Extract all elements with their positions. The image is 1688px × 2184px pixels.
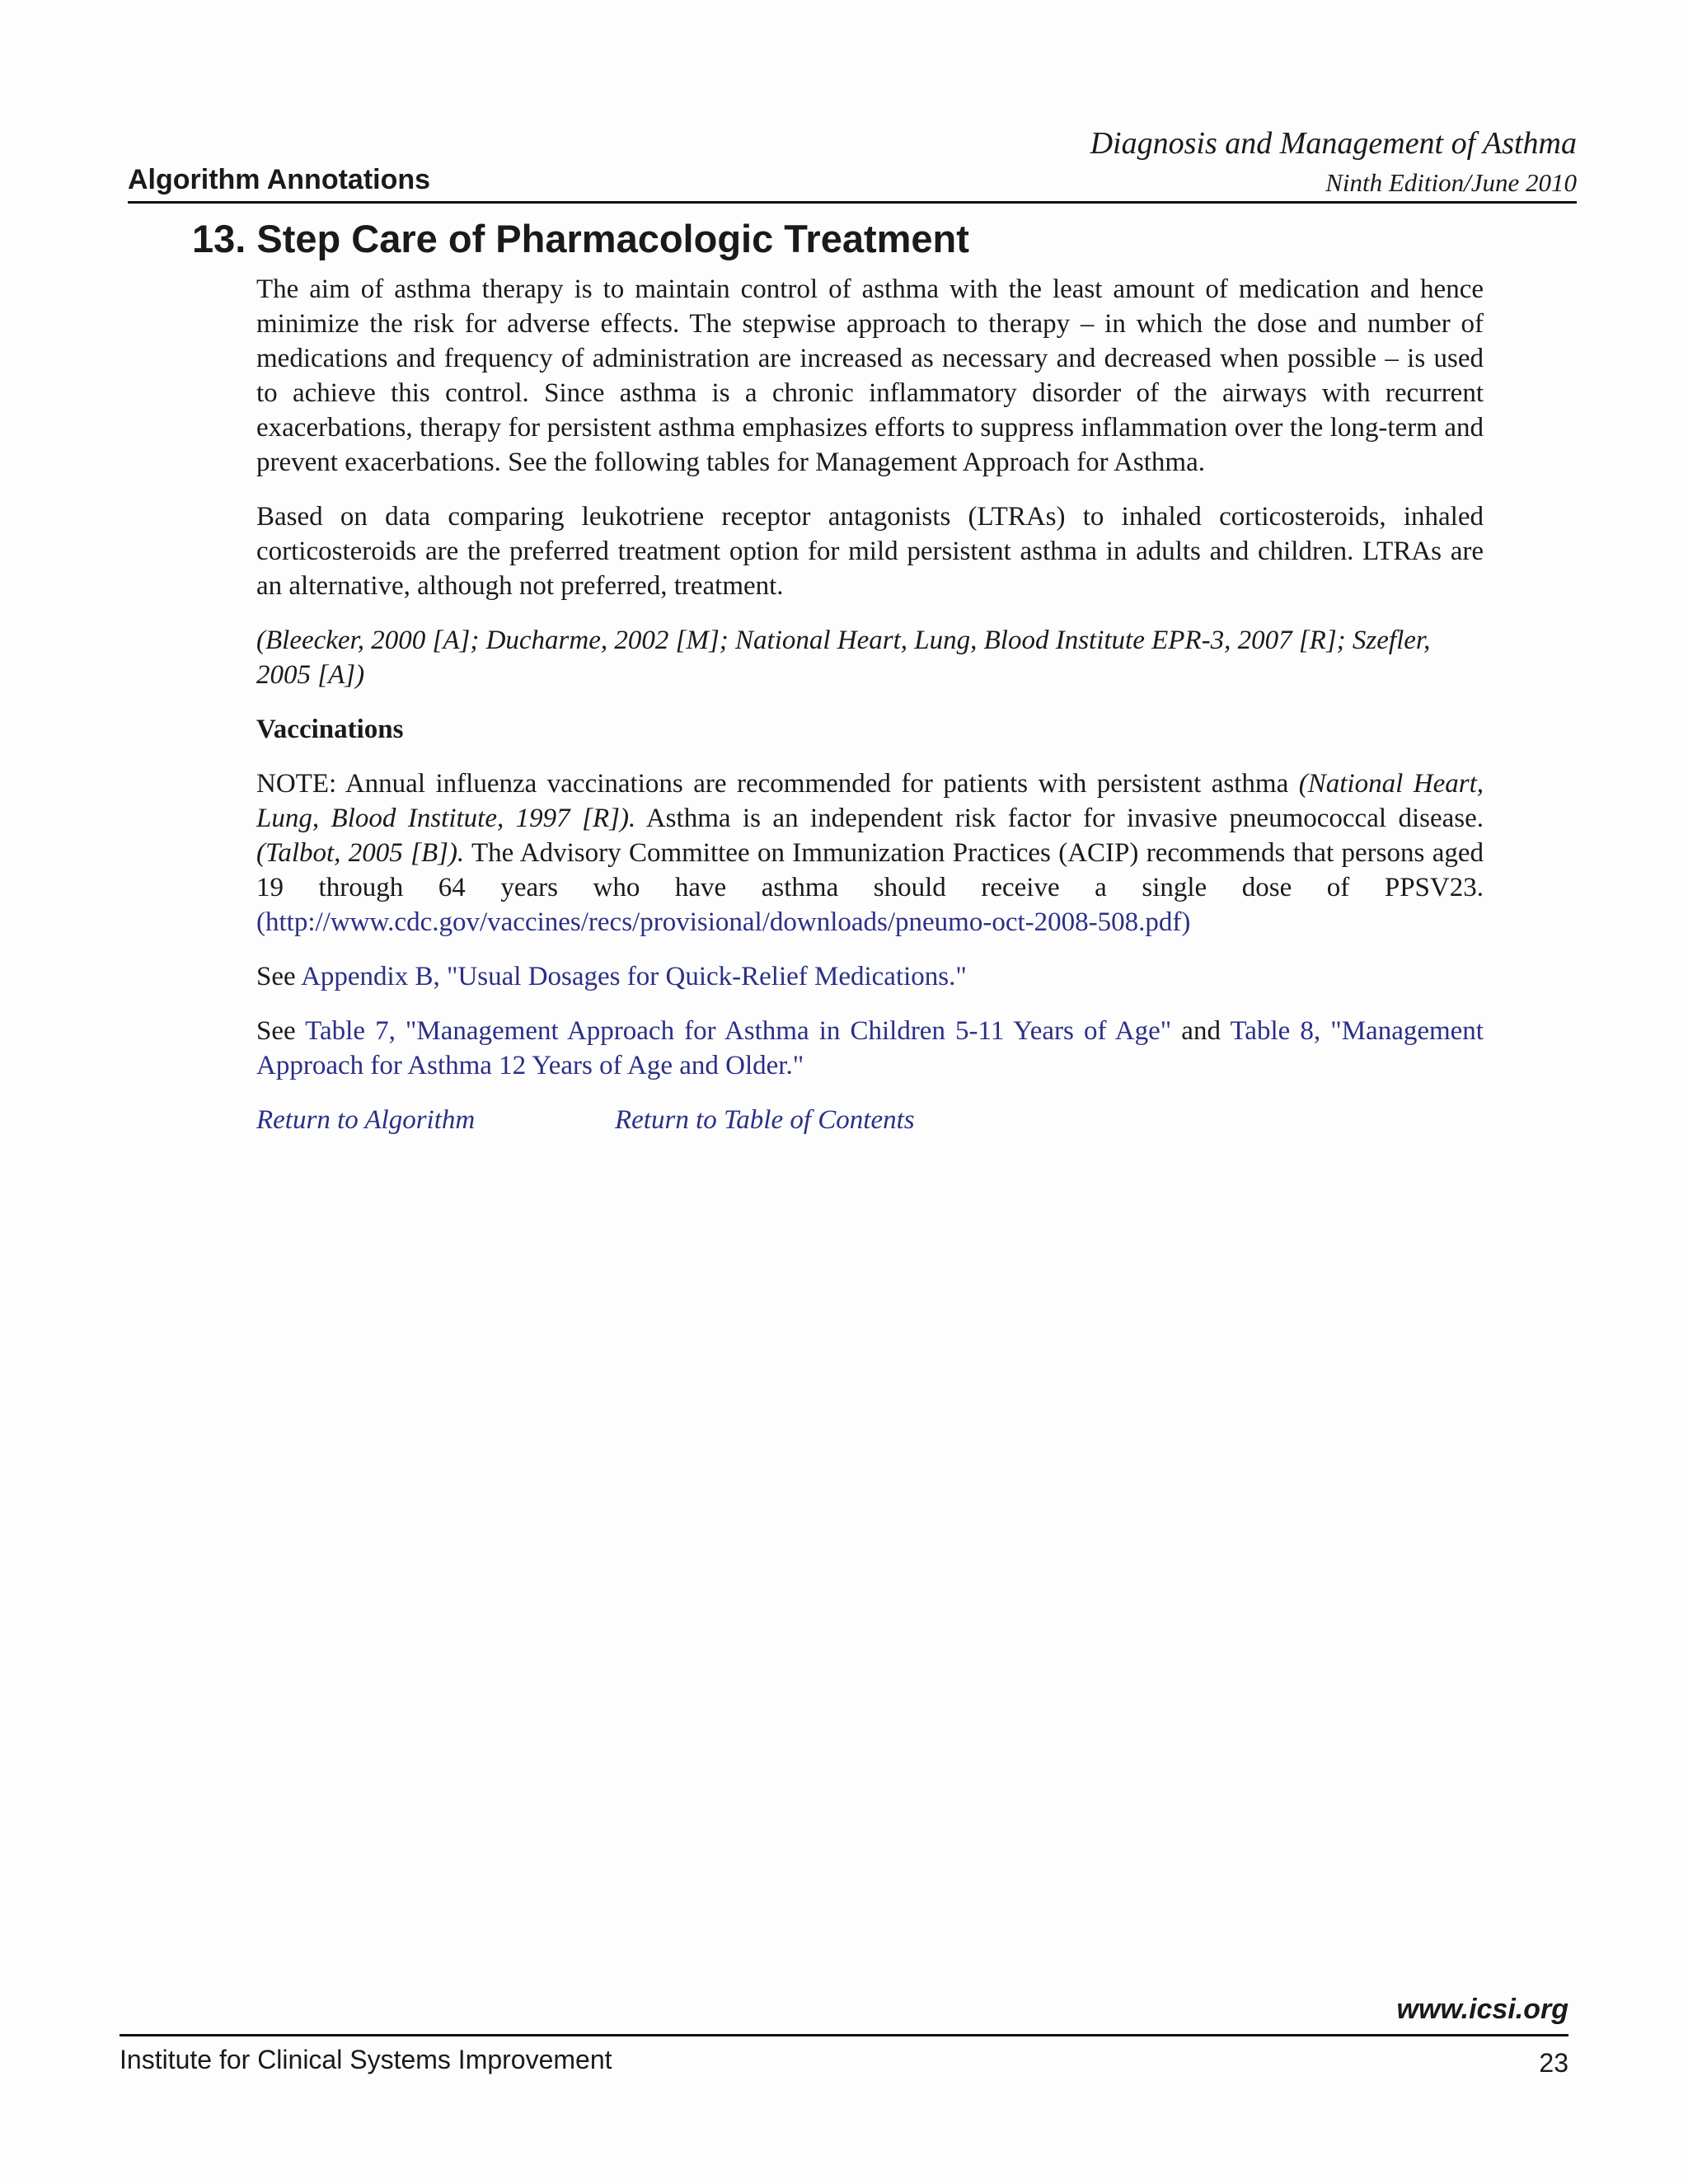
see-appendix-prefix: See (256, 962, 302, 991)
intro-paragraph: The aim of asthma therapy is to maintain control of asthma with the least amount of medication and hence minimize the risk for adverse effects. The stepwise approach to therapy – in which the dose and number of medications and frequency of administration are increased as necessary and decreased when possible – is used to achieve this control. Since asthma is a chronic inflammatory disorder of the airways with recurrent exacerbations, therapy for persistent asthma emphasizes efforts to suppress inflammation over the long-term and prevent exacerbations. See the following tables for Management Approach for Asthma. (256, 274, 1484, 477)
appendix-b-link[interactable]: Appendix B, "Usual Dosages for Quick-Relief Medications." (301, 962, 967, 991)
ltra-paragraph: Based on data comparing leukotriene receptor antagonists (LTRAs) to inhaled corticosteroids, inhaled corticosteroids are the preferred treatment option for mild persistent asthma in adults and children. LTRAs are an alternative, although not preferred, treatment. (256, 502, 1484, 601)
vaccinations-heading: Vaccinations (256, 715, 404, 744)
footer-organization: Institute for Clinical Systems Improvement (120, 2045, 612, 2074)
vaccination-note (256, 766, 1484, 940)
footer-divider (120, 2034, 1568, 2036)
edition-date: Ninth Edition/June 2010 (1325, 168, 1577, 197)
see-tables-mid: and (1171, 1016, 1231, 1046)
note-text-1: NOTE: Annual influenza vaccinations are recommended for patients with persistent asthma (256, 769, 1299, 799)
page-number: 23 (1539, 2048, 1568, 2078)
cdc-url-link[interactable]: (http://www.cdc.gov/vaccines/recs/provisional/downloads/pneumo-oct-2008-508.pdf) (256, 907, 1191, 937)
section-label: Algorithm Annotations (128, 164, 431, 195)
table-8-link[interactable]: Table 8, "Management Approach for Asthma 12 Years of Age and Older." (256, 1016, 1484, 1080)
see-tables-prefix: See (256, 1016, 306, 1046)
return-to-algorithm-link[interactable]: Return to Algorithm (256, 1105, 476, 1135)
section-body (256, 272, 1484, 1137)
note-citation-2: (Talbot, 2005 [B]). (256, 838, 465, 868)
note-text-3: The Advisory Committee on Immunization Practices (ACIP) recommends that persons aged 19 through 64 years who have asthma should receive a single dose of PPSV23. (256, 838, 1484, 902)
document-title: Diagnosis and Management of Asthma (1090, 126, 1577, 161)
note-text-2: Asthma is an independent risk factor for invasive pneumococcal disease. (635, 804, 1484, 833)
return-links (256, 1103, 1484, 1137)
table-7-link[interactable]: Table 7, "Management Approach for Asthma in Children 5-11 Years of Age" (305, 1016, 1172, 1046)
section-heading: 13. Step Care of Pharmacologic Treatment (192, 217, 969, 260)
header-divider (128, 201, 1577, 204)
citation-paragraph: (Bleecker, 2000 [A]; Ducharme, 2002 [M]; National Heart, Lung, Blood Institute EPR-3, 2007 [R]; Szefler, 2005 [A]) (256, 626, 1431, 690)
return-to-toc-link[interactable]: Return to Table of Contents (615, 1105, 915, 1135)
see-appendix-line (256, 959, 1484, 994)
website-url: www.icsi.org (1396, 1994, 1568, 2025)
note-citation-1: (National Heart, Lung, Blood Institute, 1997 [R]). (256, 769, 1484, 833)
see-tables-line (256, 1014, 1484, 1083)
